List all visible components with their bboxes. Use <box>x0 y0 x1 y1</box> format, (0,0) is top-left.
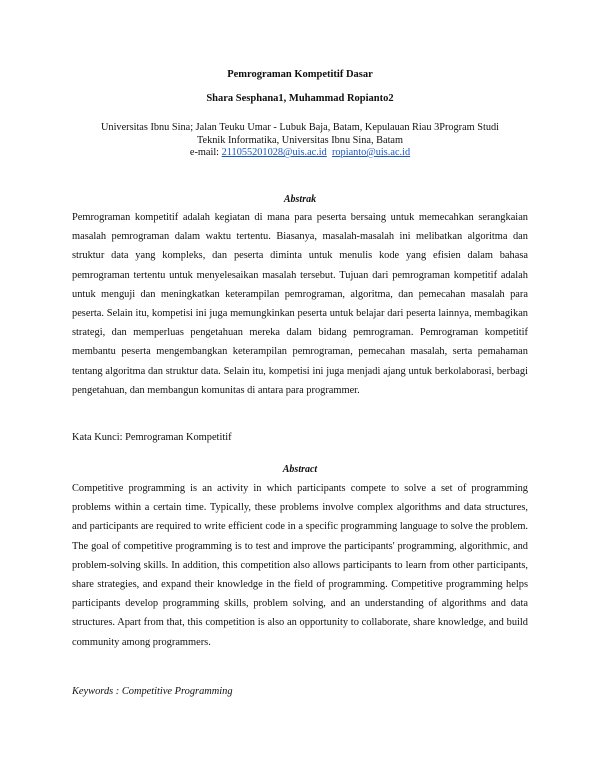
abstrak-keywords: Kata Kunci: Pemrograman Kompetitif <box>72 432 232 443</box>
affiliation-line-2: Teknik Informatika, Universitas Ibnu Sina, Batam <box>196 134 404 146</box>
affiliation-block <box>100 122 500 160</box>
paper-authors: Shara Sesphana1, Muhammad Ropianto2 <box>206 93 394 104</box>
email-link-2[interactable]: ropianto@uis.ac.id <box>331 147 411 158</box>
abstract-body: Competitive programming is an activity in which participants compete to solve a set of programming problems within a certain time. Typically, these problems involve complex algorithms and data structures, and participants are required to write efficient code in a specific programming language to solve the problem. The goal of competitive programming is to test and improve the participants' programming, algorithmic, and problem-solving skills. In addition, this competition also allows participants to learn from other participants, share strategies, and expand their knowledge in the field of programming. Competitive programming helps participants develop programming skills, problem solving, and an understanding of algorithms and data structures. Apart from that, this competition is also an opportunity to collaborate, share knowledge, and build community among programmers. <box>72 483 528 648</box>
abstrak-heading: Abstrak <box>283 194 317 205</box>
abstract-heading: Abstract <box>282 464 318 475</box>
affiliation-line-1: Universitas Ibnu Sina; Jalan Teuku Umar - Lubuk Baja, Batam, Kepulauan Riau 3Program Studi <box>100 122 500 133</box>
paper-title: Pemrograman Kompetitif Dasar <box>227 69 373 80</box>
email-prefix: e-mail: <box>189 147 222 158</box>
email-link-1[interactable]: 211055201028@uis.ac.id <box>221 147 327 158</box>
email-line <box>100 147 500 160</box>
abstract-keywords: Keywords : Competitive Programming <box>72 686 233 697</box>
abstrak-body: Pemrograman kompetitif adalah kegiatan di mana para peserta bersaing untuk memecahkan serangkaian masalah pemrograman dalam waktu tertentu. Biasanya, masalah-masalah ini melibatkan algoritma dan struktur data yang kompleks, dan peserta diminta untuk menulis kode yang efisien dalam bahasa pemrograman tertentu untuk menyelesaikan masalah tersebut. Tujuan dari pemrograman kompetitif adalah untuk menguji dan meningkatkan keterampilan pemrograman, algoritma, dan pemecahan masalah para peserta. Selain itu, kompetisi ini juga memungkinkan peserta untuk belajar dari peserta lainnya, membagikan strategi, dan memperluas pengetahuan mereka dalam bidang pemrograman. Pemrograman kompetitif membantu peserta mengembangkan keterampilan pemrograman, pemecahan masalah, serta pemahaman tentang algoritma dan struktur data. Selain itu, kompetisi ini juga menjadi ajang untuk berkolaborasi, berbagi pengetahuan, dan membangun komunitas di antara para programmer. <box>72 212 528 396</box>
